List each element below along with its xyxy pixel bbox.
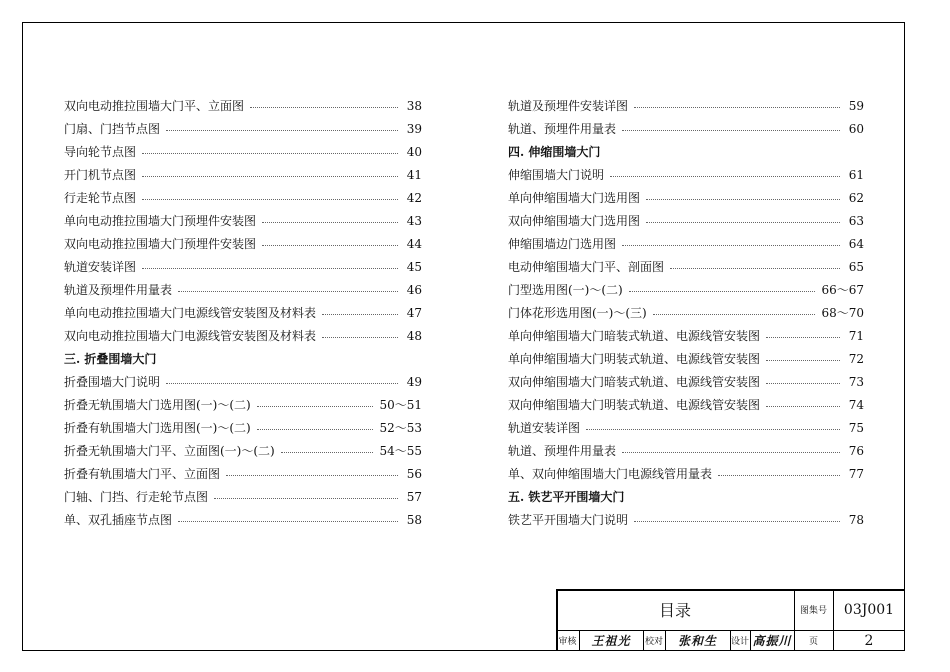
dot-leader (646, 199, 840, 200)
toc-entry-title: 轨道安装详图 (64, 260, 137, 274)
dot-leader (178, 291, 398, 292)
toc-entry-title: 轨道安装详图 (508, 421, 581, 435)
toc-entry (64, 163, 422, 186)
toc-left-column (64, 94, 422, 531)
dot-leader (670, 268, 840, 269)
toc-entry-page: 48 (406, 328, 422, 343)
dot-leader (166, 383, 398, 384)
dot-leader (634, 521, 840, 522)
toc-entry (508, 462, 864, 485)
dot-leader (226, 475, 398, 476)
toc-entry (508, 324, 864, 347)
dot-leader (629, 291, 816, 292)
toc-entry (64, 186, 422, 209)
toc-entry (508, 94, 864, 117)
dot-leader (610, 176, 840, 177)
toc-entry-title: 单、双孔插座节点图 (64, 513, 173, 527)
dot-leader (622, 245, 840, 246)
toc-entry (64, 370, 422, 393)
toc-entry-title: 单向伸缩围墙大门选用图 (508, 191, 641, 205)
toc-entry-page: 41 (406, 167, 422, 182)
toc-entry-page: 56 (406, 466, 422, 481)
dot-leader (766, 337, 840, 338)
toc-entry (64, 140, 422, 163)
toc-entry-title: 单向电动推拉围墙大门电源线管安装图及材料表 (64, 306, 317, 320)
toc-entry-title: 双向电动推拉围墙大门预埋件安装图 (64, 237, 257, 251)
dot-leader (646, 222, 840, 223)
toc-entry (64, 324, 422, 347)
review-label: 审核 (558, 637, 577, 647)
toc-entry (64, 485, 422, 508)
toc-entry-title: 三. 折叠围墙大门 (64, 352, 157, 366)
toc-entry (508, 301, 864, 324)
toc-entry-page: 46 (406, 282, 422, 297)
toc-entry-title: 四. 伸缩围墙大门 (508, 145, 601, 159)
dot-leader (281, 452, 374, 453)
toc-entry-page: 78 (848, 512, 864, 527)
toc-entry (508, 508, 864, 531)
dot-leader (142, 268, 398, 269)
toc-entry (508, 347, 864, 370)
toc-entry-page: 75 (848, 420, 864, 435)
toc-entry-title: 轨道及预埋件用量表 (64, 283, 173, 297)
toc-entry-title: 轨道、预埋件用量表 (508, 444, 617, 458)
dot-leader (766, 406, 840, 407)
toc-entry (64, 416, 422, 439)
toc-entry-page: 63 (848, 213, 864, 228)
toc-entry-page: 38 (406, 98, 422, 113)
check-signature: 张和生 (677, 634, 717, 648)
toc-entry-title: 折叠有轨围墙大门选用图(一)～(二) (64, 421, 251, 435)
toc-entry-page: 71 (848, 328, 864, 343)
dot-leader (653, 314, 816, 315)
toc-entry-title: 开门机节点图 (64, 168, 137, 182)
toc-entry-title: 门体花形选用图(一)～(三) (508, 306, 647, 320)
toc-entry-page: 42 (406, 190, 422, 205)
dot-leader (634, 107, 840, 108)
title-block (556, 589, 905, 651)
toc-entry (64, 393, 422, 416)
toc-entry-page: 61 (848, 167, 864, 182)
toc-entry-title: 折叠有轨围墙大门平、立面图 (64, 467, 221, 481)
toc-entry-page: 74 (848, 397, 864, 412)
toc-entry (64, 278, 422, 301)
toc-entry (508, 393, 864, 416)
toc-entry (64, 462, 422, 485)
toc-entry (64, 117, 422, 140)
toc-entry-page: 64 (848, 236, 864, 251)
dot-leader (322, 337, 398, 338)
toc-entry-title: 单向电动推拉围墙大门预埋件安装图 (64, 214, 257, 228)
review-signature: 王祖光 (591, 634, 631, 648)
dot-leader (257, 429, 374, 430)
toc-entry-page: 68～70 (821, 306, 864, 320)
dot-leader (322, 314, 398, 315)
dot-leader (718, 475, 840, 476)
toc-entry-title: 门型选用图(一)～(二) (508, 283, 623, 297)
toc-entry-page: 50～51 (379, 398, 422, 412)
toc-entry-title: 折叠围墙大门说明 (64, 375, 161, 389)
toc-entry-page: 66～67 (821, 283, 864, 297)
toc-entry (508, 232, 864, 255)
check-label: 校对 (644, 637, 663, 647)
toc-entry-title: 双向电动推拉围墙大门电源线管安装图及材料表 (64, 329, 317, 343)
toc-entry-title: 双向伸缩围墙大门暗装式轨道、电源线管安装图 (508, 375, 761, 389)
dot-leader (257, 406, 374, 407)
toc-entry-page: 44 (406, 236, 422, 251)
toc-entry-title: 双向伸缩围墙大门选用图 (508, 214, 641, 228)
toc-entry-title: 五. 铁艺平开围墙大门 (508, 490, 625, 504)
toc-entry (508, 186, 864, 209)
toc-entry-page: 45 (406, 259, 422, 274)
toc-right-column (508, 94, 864, 531)
toc-entry-title: 单向伸缩围墙大门明装式轨道、电源线管安装图 (508, 352, 761, 366)
design-label: 设计 (730, 637, 749, 647)
toc-entry-page: 62 (848, 190, 864, 205)
atlas-number-label: 图集号 (799, 606, 827, 616)
toc-entry-title: 行走轮节点图 (64, 191, 137, 205)
toc-entry-title: 轨道、预埋件用量表 (508, 122, 617, 136)
toc-entry-title: 门轴、门挡、行走轮节点图 (64, 490, 209, 504)
toc-section-heading (64, 347, 422, 370)
design-signature: 高振川 (752, 634, 792, 648)
dot-leader (214, 498, 398, 499)
toc-entry-page: 52～53 (379, 421, 422, 435)
dot-leader (142, 199, 398, 200)
toc-entry-title: 电动伸缩围墙大门平、剖面图 (508, 260, 665, 274)
toc-entry-page: 76 (848, 443, 864, 458)
dot-leader (766, 383, 840, 384)
dot-leader (586, 429, 840, 430)
toc-entry (508, 416, 864, 439)
toc-entry-title: 伸缩围墙边门选用图 (508, 237, 617, 251)
toc-entry (508, 439, 864, 462)
toc-entry-page: 59 (848, 98, 864, 113)
toc-entry (64, 508, 422, 531)
toc-entry-title: 折叠无轨围墙大门选用图(一)～(二) (64, 398, 251, 412)
toc-entry-title: 伸缩围墙大门说明 (508, 168, 605, 182)
page-number: 2 (864, 632, 874, 649)
toc-entry-title: 双向电动推拉围墙大门平、立面图 (64, 99, 245, 113)
toc-entry-page: 39 (406, 121, 422, 136)
toc-entry-page: 47 (406, 305, 422, 320)
toc-entry-title: 门扇、门挡节点图 (64, 122, 161, 136)
toc-entry-title: 双向伸缩围墙大门明装式轨道、电源线管安装图 (508, 398, 761, 412)
toc-entry (508, 255, 864, 278)
toc-entry (508, 117, 864, 140)
dot-leader (262, 222, 398, 223)
toc-entry (64, 209, 422, 232)
dot-leader (622, 452, 840, 453)
toc-entry (508, 278, 864, 301)
drawing-title: 目录 (658, 601, 691, 620)
dot-leader (250, 107, 398, 108)
toc-entry-page: 54～55 (379, 444, 422, 458)
toc-entry (508, 163, 864, 186)
toc-entry-title: 导向轮节点图 (64, 145, 137, 159)
toc-section-heading (508, 485, 864, 508)
toc-entry (508, 209, 864, 232)
toc-entry-page: 58 (406, 512, 422, 527)
toc-entry (64, 439, 422, 462)
toc-entry (64, 255, 422, 278)
toc-entry-title: 折叠无轨围墙大门平、立面图(一)～(二) (64, 444, 275, 458)
toc-entry-page: 40 (406, 144, 422, 159)
dot-leader (178, 521, 398, 522)
toc-entry-title: 轨道及预埋件安装详图 (508, 99, 629, 113)
dot-leader (262, 245, 398, 246)
toc-entry (64, 94, 422, 117)
toc-entry-page: 72 (848, 351, 864, 366)
toc-entry-page: 57 (406, 489, 422, 504)
toc-entry (508, 370, 864, 393)
toc-entry-page: 60 (848, 121, 864, 136)
toc-entry-page: 65 (848, 259, 864, 274)
dot-leader (622, 130, 840, 131)
toc-entry-title: 单、双向伸缩围墙大门电源线管用量表 (508, 467, 713, 481)
toc-entry-title: 单向伸缩围墙大门暗装式轨道、电源线管安装图 (508, 329, 761, 343)
page-label: 页 (808, 637, 818, 647)
toc-entry-page: 73 (848, 374, 864, 389)
toc-section-heading (508, 140, 864, 163)
atlas-number: 03J001 (843, 601, 895, 618)
dot-leader (142, 153, 398, 154)
dot-leader (766, 360, 840, 361)
toc-entry-title: 铁艺平开围墙大门说明 (508, 513, 629, 527)
toc-entry-page: 49 (406, 374, 422, 389)
toc-entry (64, 301, 422, 324)
dot-leader (166, 130, 398, 131)
toc-entry-page: 43 (406, 213, 422, 228)
dot-leader (142, 176, 398, 177)
toc-entry (64, 232, 422, 255)
toc-entry-page: 77 (848, 466, 864, 481)
